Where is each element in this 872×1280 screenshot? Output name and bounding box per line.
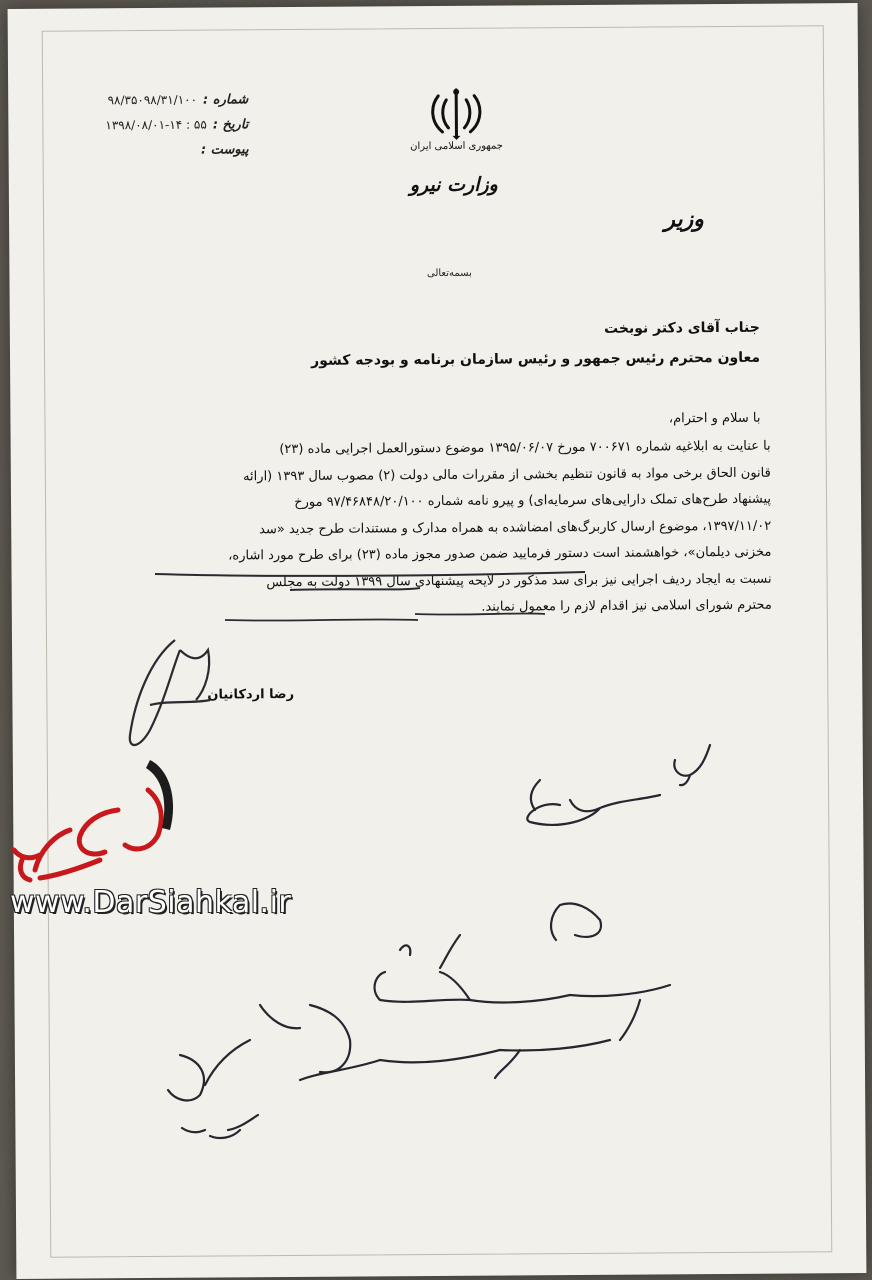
reference-date-value: ۱۳۹۸/۰۸/۰۱-۱۴ : ۵۵ (105, 117, 207, 133)
reference-number-row (68, 92, 248, 108)
letter-body (161, 434, 772, 624)
reference-number-label: شماره : (202, 92, 249, 108)
body-line: ۱۳۹۷/۱۱/۰۲، موضوع ارسال کاربرگ‌های امضاشده به همراه مدارک و مستندات طرح جدید «سد (259, 518, 772, 537)
ministry-name: وزارت نیرو (409, 173, 498, 197)
addressee-title: معاون محترم رئیس جمهور و رئیس سازمان برنامه و بودجه کشور (311, 349, 761, 369)
iran-emblem-icon (426, 86, 486, 141)
watermark-url: www.DarSiahkal.ir (10, 885, 292, 920)
addressee-name: جناب آقای دکتر نوبخت (604, 319, 760, 337)
office-title: وزیر (664, 206, 704, 233)
bismillah: بسمه‌تعالی (426, 267, 472, 280)
signer-name: رضا اردکانیان (207, 686, 295, 703)
body-line: محترم شورای اسلامی نیز اقدام لازم را معمول نمایند. (481, 597, 772, 615)
body-line: قانون الحاق برخی مواد به قانون تنظیم بخشی از مقررات مالی دولت (۲) مصوب سال ۱۳۹۳ (ارائه (243, 465, 771, 484)
body-line: پیشنهاد طرح‌های تملک دارایی‌های سرمایه‌ای) و پیرو نامه شماره ۹۷/۴۶۸۴۸/۲۰/۱۰۰ مورخ (294, 491, 772, 510)
reference-number-value: ۹۸/۳۵۰۹۸/۳۱/۱۰۰ (107, 92, 198, 108)
reference-attachment-row (69, 142, 249, 158)
letter-paper (8, 3, 867, 1279)
body-line: مخزنی دیلمان»، خواهشمند است دستور فرمایید ضمن صدور مجوز ماده (۲۳) برای طرح مورد اشاره، (228, 544, 772, 564)
reference-block (68, 92, 249, 168)
reference-attachment-label: پیوست : (200, 142, 249, 158)
greeting: با سلام و احترام، (668, 410, 761, 427)
body-line: نسبت به ایجاد ردیف اجرایی نیز برای سد مذکور در لایحه پیشنهادی سال ۱۳۹۹ دولت به مجلس (266, 571, 772, 590)
republic-name: جمهوری اسلامی ایران (410, 140, 503, 153)
body-line: با عنایت به ابلاغیه شماره ۷۰۰۶۷۱ مورخ ۱۳۹۵/۰۶/۰۷ موضوع دستورالعمل اجرایی ماده (۲۳) (279, 438, 771, 458)
reference-date-label: تاریخ : (212, 117, 249, 133)
reference-date-row (68, 117, 248, 133)
